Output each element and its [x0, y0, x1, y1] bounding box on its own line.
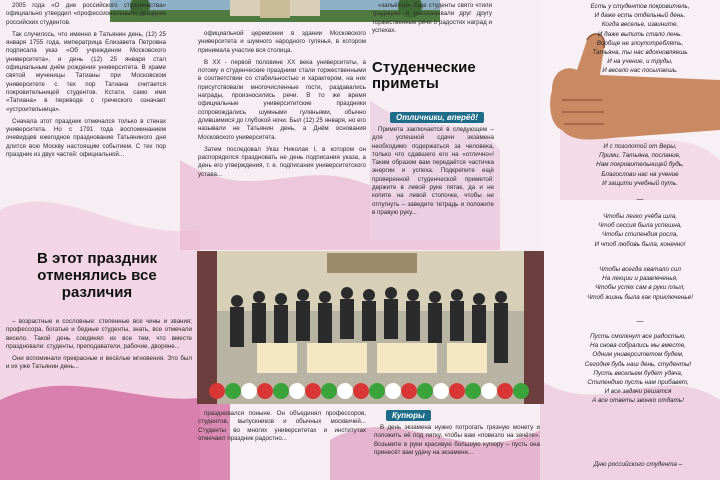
separator: —	[636, 318, 644, 325]
paragraph: Так случилось, что именно в Татьянин день, (12) 25 января 1755 года, императрица Елизавета Петровна подписала указ «Об учреждении Московского университета», и день (12) 25 января стал официальным днём рождения университета. В храме святой мученицы Татианы при Московском университете с тех пор Татиана считается покровительницей студентов. Кстати, само имя «Татиана» в переводе с греческого означает «устроительница».	[6, 30, 166, 113]
paragraph: – возрастные и сословные: степенные все чины и звания; профессора, богатые и бедные студенты, знать, все отмечали весело. Такой день соединял их все тем, что вместе праздновали: студенты, преподаватели, рабочие, дворяне...	[6, 318, 192, 350]
poem-footer: Дню российского студента –	[593, 461, 683, 468]
poem-line: И чтоб любовь была, конечно!	[594, 240, 686, 248]
poem-top	[560, 2, 720, 76]
poem-line: Чтоб сессия была успешна,	[598, 222, 682, 230]
poem-wishes-1	[560, 212, 720, 249]
poem-line: А все ответы звонко отдать!	[592, 397, 684, 405]
article-column-mid-top	[198, 30, 366, 245]
poem-line: Чтобы легко учёба шла,	[603, 213, 677, 220]
poem-line: Татьяна, ты нас вдохновляешь	[592, 49, 688, 57]
paragraph: «запьётся». Еще студенты свято чтили традицию и рассказывали друг другу торжественные речи о радостях наград и успехах.	[372, 2, 492, 34]
article-column-bottom-right	[374, 424, 540, 480]
paragraph: Примета заключается в следующем – для успешной сдачи экзамена необходимо подержаться за человека, только что сдавшего его на «отлично»! Таким образом вам передаётся частичка энергии и успеха. Подкрепите ещё проверенной студенческой приметой: держите в левой руке пятак, да и не копите на левой стопочке, чтобы не отпугнуть – заведите тетрадь и положите в правую руку...	[372, 126, 494, 216]
subheading-banknotes: Купюры	[386, 410, 431, 421]
poem-line: На лекции и развлеченья,	[602, 275, 678, 283]
poem-line: Когда веселье, извините,	[601, 21, 679, 29]
article-column-omens	[372, 126, 494, 246]
paragraph: Они вспоминали прекрасные и весёлые мгновения. Это был и их уже Татьянин день...	[6, 355, 192, 371]
students-group-photo	[197, 251, 544, 404]
poem-line: И с позолотой от Веры,	[603, 143, 677, 150]
poem-line: Сегодня будь наш день, студенты!	[584, 360, 692, 368]
poem-line: Пусть весельем будет удача,	[593, 369, 683, 377]
article-column-right-top	[372, 2, 492, 50]
poem-line: И все задачи решатся	[604, 388, 672, 396]
paragraph: официальной церемонии в здании Московского университета и шумного народного гулянья, в котором принимала участие вся столица.	[198, 30, 366, 54]
poem-line: Чтобы всегда хватало сил	[599, 266, 681, 273]
separator: —	[636, 196, 644, 203]
poem-line: Пусть смолкнут все радостью,	[590, 333, 686, 340]
poem-line: И даже выпить стало лень.	[597, 30, 683, 38]
poem-line: Прими, Татьяна, послание,	[599, 152, 681, 160]
article-column-left-top	[6, 2, 166, 214]
paragraph: Сначала этот праздник отмечался только в стенах университета. Но с 1791 года воспоминанием очевидцев ежегодное празднование Татьяниного дня длится всю Москву настоящим событием. С тех пор праздник из двух частей: официальной...	[6, 117, 166, 159]
heading-no-differences: В этот праздник отменялись все различия	[36, 250, 158, 301]
subheading-excellent-students: Отличники, вперёд!	[390, 112, 484, 123]
poem-line: Благослови нас на учение	[601, 170, 679, 178]
poem-line: Нам покровительницей будь,	[596, 161, 684, 169]
poem-line: Чтоб жизнь была как приключенье!	[587, 293, 693, 301]
paragraph: Затем последовал Указ Николая I, в котором он распорядился праздновать не день подписания указа, а день его утверждения, т. е. подписания университетского устава...	[198, 145, 366, 178]
article-column-bottom-mid	[198, 410, 366, 480]
poem-wishes-2	[560, 265, 720, 302]
poem-bottom	[556, 332, 720, 406]
poem-middle	[560, 142, 720, 188]
poem-line: Чтобы успех сам в руки плыл,	[594, 284, 686, 292]
poem-line: Стипендию пусть нам прибавят,	[587, 379, 689, 387]
poem-line: Есть у студентов покровитель,	[590, 3, 690, 10]
poem-line: И весело нас посылаешь.	[602, 67, 678, 75]
article-column-differences	[6, 318, 192, 478]
poem-line: И на учение, и труды,	[607, 58, 673, 66]
heading-student-omens: Студенческие приметы	[372, 59, 476, 92]
poem-line: Одним университетом будем,	[592, 351, 684, 359]
poem-line: Вообще не злоупотреблять,	[596, 39, 684, 47]
paragraph: праздновался поныне. Он объединял профессоров, студентов, выпускников и обычных москвичей... Студенты во многих университетах и институтах отмечают праздник радостно...	[198, 410, 366, 442]
poem-line: И защити учебный путь.	[602, 179, 678, 187]
paragraph: 2005 года «О дне российского студенчества» официально утвердил «профессиональный» праздник российских студентов.	[6, 2, 166, 26]
poem-line: Чтобы стипендия росла,	[601, 231, 679, 239]
poem-line: На снова собрались мы вместе,	[590, 342, 686, 350]
paragraph: В день экзамена нужно потрогать грязную монету и положить её под пятку, чтобы вам «повезло на зачёте». Возьмите в руки красивую большую купюру – пусть она принесёт вам удачу на экзамене...	[374, 424, 540, 456]
paragraph: В XX - первой половине XX века университеты, а потому и студенческие праздники стали торжественными в соответствии со стабильностью и характером, на них присутствовали многочисленные гости, раздавались награды, произносились речи. В то же время официальные университетские праздники сопровождались шумными гуляньями, обычно длившимися до глубокой ночи. Был (12) 25 января, но его называли не Татьянин день, а Днём основания Московского университета.	[198, 58, 366, 141]
poem-line: И даже есть отдельный день.	[594, 12, 686, 20]
